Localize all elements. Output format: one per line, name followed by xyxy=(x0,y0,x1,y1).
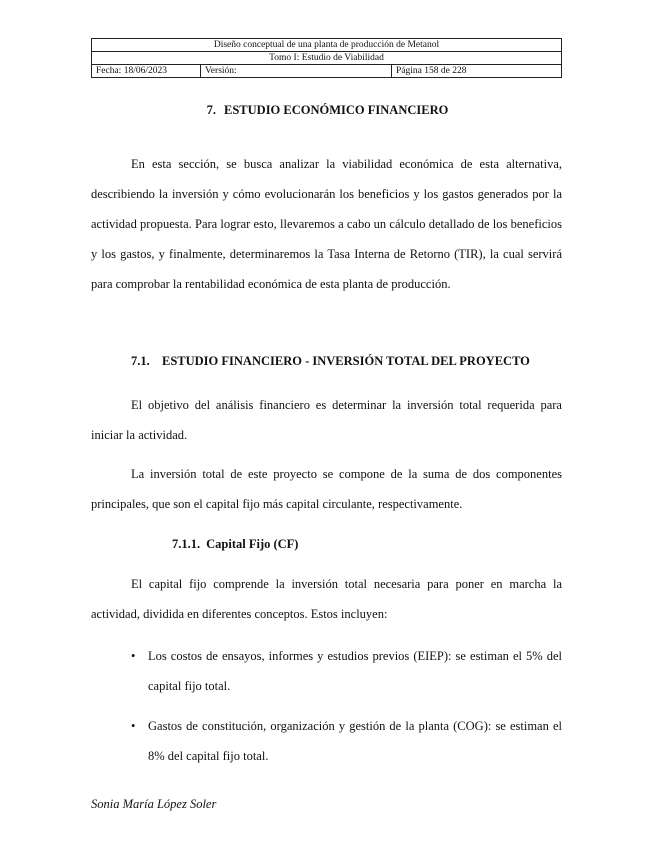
footer-author: Sonia María López Soler xyxy=(91,797,217,811)
subsection-title: ESTUDIO FINANCIERO - INVERSIÓN TOTAL DEL PROYECTO xyxy=(162,354,530,368)
section-intro-paragraph: En esta sección, se busca analizar la viabilidad económica de esta alternativa, describiendo la inversión y cómo evolucionarán los beneficios y los gastos generados por la actividad propuesta. Para lograr esto, llevaremos a cabo un cálculo detallado de los beneficios y los gastos, y finalmente, determinaremos la Tasa Interna de Retorno (TIR), la cual servirá para comprobar la rentabilidad económica de esta planta de producción. xyxy=(91,157,562,291)
header-page-number: Página 158 de 228 xyxy=(392,65,562,78)
list-item-text: Los costos de ensayos, informes y estudios previos (EIEP): se estiman el 5% del capital fijo total. xyxy=(148,649,562,693)
subsubsection-title: Capital Fijo (CF) xyxy=(206,537,299,551)
subsection-heading xyxy=(131,354,530,369)
subsubsection-number: 7.1.1. xyxy=(172,537,201,551)
subsection-paragraph-objective: El objetivo del análisis financiero es determinar la inversión total requerida para iniciar la actividad. xyxy=(91,398,562,442)
header-volume: Tomo I: Estudio de Viabilidad xyxy=(92,52,562,65)
list-item xyxy=(91,711,562,771)
header-version: Versión: xyxy=(201,65,392,78)
capital-fijo-bullet-list xyxy=(91,641,562,771)
section-title: ESTUDIO ECONÓMICO FINANCIERO xyxy=(224,103,449,117)
bullet-icon: • xyxy=(131,649,136,663)
header-date: Fecha: 18/06/2023 xyxy=(92,65,201,78)
section-number: 7. xyxy=(206,103,217,117)
subsubsection-heading xyxy=(172,537,298,552)
subsection-paragraph-investment: La inversión total de este proyecto se compone de la suma de dos componentes principales, que son el capital fijo más capital circulante, respectivamente. xyxy=(91,467,562,511)
list-item xyxy=(91,641,562,701)
subsection-number: 7.1. xyxy=(131,354,150,368)
section-heading xyxy=(0,103,655,118)
list-item-text: Gastos de constitución, organización y gestión de la planta (COG): se estiman el 8% del capital fijo total. xyxy=(148,719,562,763)
document-header-table xyxy=(91,38,562,78)
capital-fijo-paragraph: El capital fijo comprende la inversión total necesaria para poner en marcha la actividad, dividida en diferentes conceptos. Estos incluyen: xyxy=(91,577,562,621)
bullet-icon: • xyxy=(131,719,136,733)
header-project-title: Diseño conceptual de una planta de producción de Metanol xyxy=(92,39,562,52)
